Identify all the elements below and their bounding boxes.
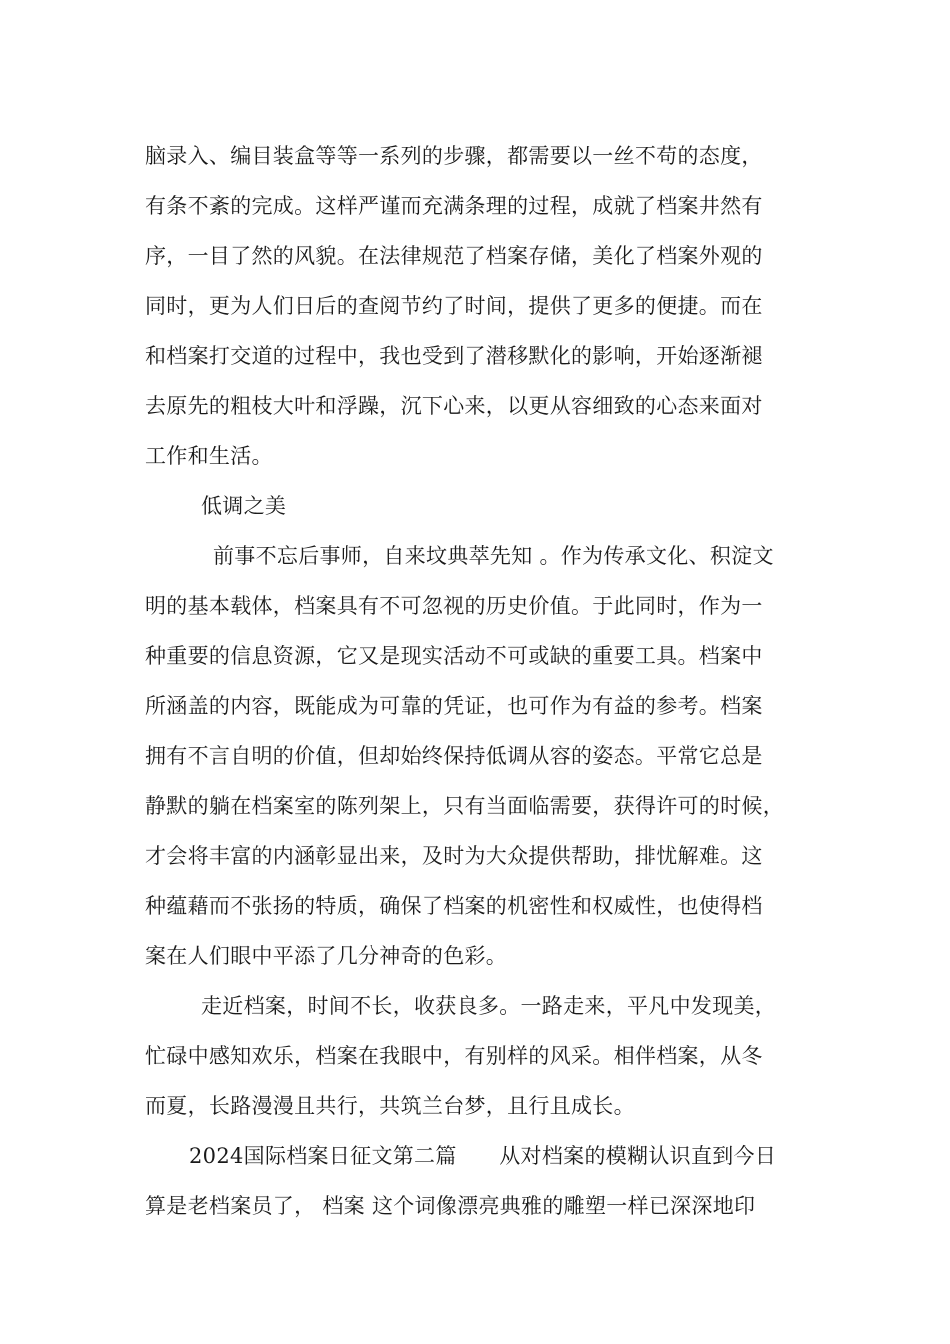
paragraph-2 [145, 531, 810, 981]
paragraph-1-line: 同时，更为人们日后的查阅节约了时间，提供了更多的便捷。而在 [145, 294, 763, 318]
paragraph-2-line: 前事不忘后事师，自来坟典萃先知 。作为传承文化、积淀文 [213, 544, 774, 568]
paragraph-1-line: 有条不紊的完成。这样严谨而充满条理的过程，成就了档案井然有 [145, 194, 763, 218]
paragraph-2-line: 案在人们眼中平添了几分神奇的色彩。 [145, 944, 508, 968]
paragraph-2-line: 静默的躺在档案室的陈列架上，只有当面临需要，获得许可的时候， [145, 794, 784, 818]
document-body [145, 131, 810, 1231]
paragraph-1-line: 去原先的粗枝大叶和浮躁，沉下心来，以更从容细致的心态来面对 [145, 394, 763, 418]
paragraph-4 [145, 1131, 810, 1231]
section-heading: 低调之美 [201, 494, 287, 518]
paragraph-3-line: 而夏，长路漫漫且共行，共筑兰台梦，且行且成长。 [145, 1094, 635, 1118]
paragraph-2-line: 才会将丰富的内涵彰显出来，及时为大众提供帮助，排忧解难。这 [145, 844, 763, 868]
paragraph-4-line: 算是老档案员了， 档案 这个词像漂亮典雅的雕塑一样已深深地印 [145, 1194, 756, 1218]
paragraph-2-line: 种蕴藉而不张扬的特质，确保了档案的机密性和权威性，也使得档 [145, 894, 763, 918]
paragraph-1-line: 序，一目了然的风貌。在法律规范了档案存储，美化了档案外观的 [145, 244, 763, 268]
paragraph-1 [145, 131, 810, 481]
paragraph-1-line: 工作和生活。 [145, 444, 273, 468]
paragraph-3-line: 走近档案，时间不长，收获良多。一路走来，平凡中发现美， [201, 994, 777, 1018]
paragraph-1-line: 和档案打交道的过程中，我也受到了潜移默化的影响，开始逐渐褪 [145, 344, 763, 368]
paragraph-3 [145, 981, 810, 1131]
paragraph-3-line: 忙碌中感知欢乐，档案在我眼中，有别样的风采。相伴档案，从冬 [145, 1044, 763, 1068]
paragraph-2-line: 种重要的信息资源，它又是现实活动不可或缺的重要工具。档案中 [145, 644, 763, 668]
paragraph-4-line: 2024国际档案日征文第二篇 从对档案的模糊认识直到今日 [189, 1144, 777, 1168]
paragraph-2-line: 所涵盖的内容，既能成为可靠的凭证，也可作为有益的参考。档案 [145, 694, 763, 718]
paragraph-2-line: 拥有不言自明的价值，但却始终保持低调从容的姿态。平常它总是 [145, 744, 763, 768]
paragraph-2-line: 明的基本载体，档案具有不可忽视的历史价值。于此同时，作为一 [145, 594, 763, 618]
paragraph-1-line: 脑录入、编目装盒等等一系列的步骤，都需要以一丝不苟的态度， [145, 144, 763, 168]
